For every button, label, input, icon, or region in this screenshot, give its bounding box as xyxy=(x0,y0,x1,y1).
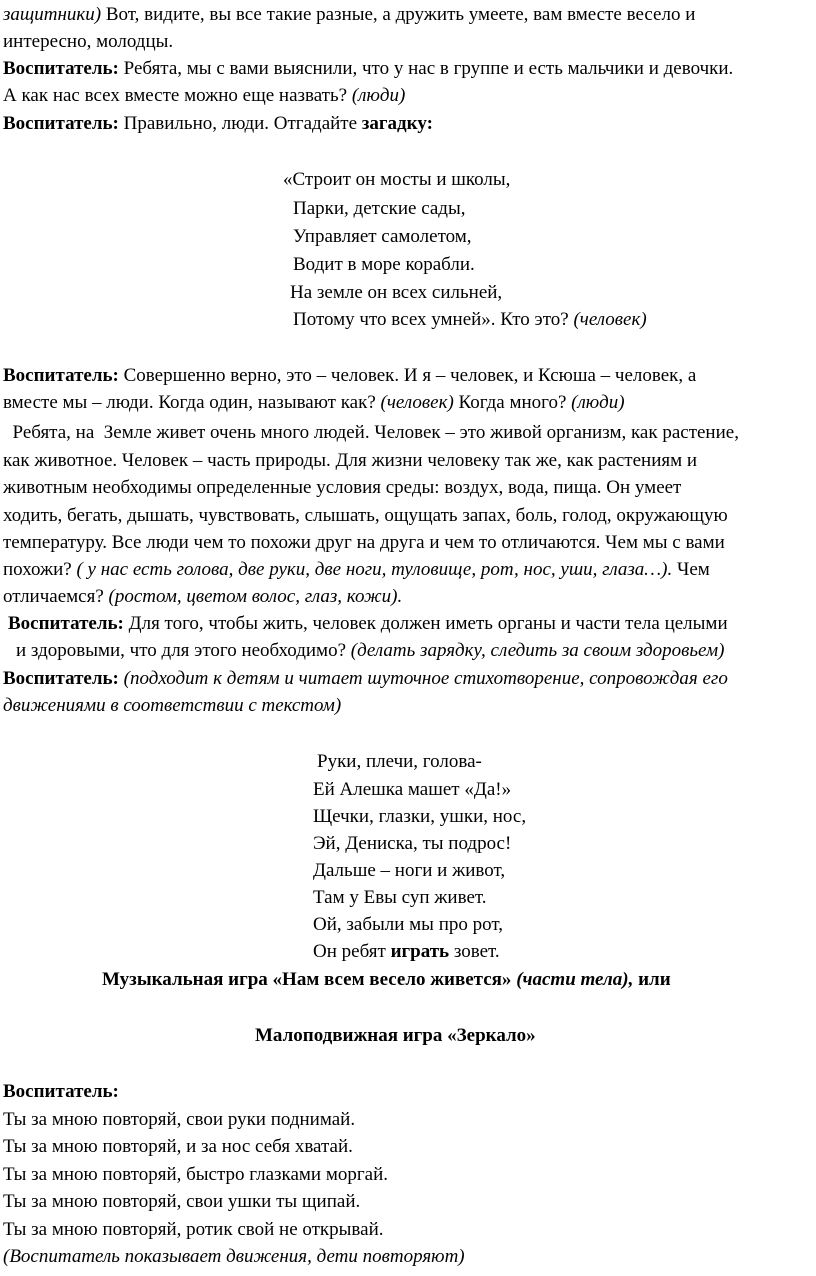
paragraph-text: Когда много? xyxy=(453,392,572,413)
answer-italic: (ростом, цветом волос, глаз, кожи). xyxy=(108,586,403,607)
paragraph-5-line-5: температуру. Все люди чем то похожи друг на друга и чем то отличаются. Чем мы с вами xyxy=(3,532,725,553)
final-line-5: Ты за мною повторяй, ротик свой не открывай. xyxy=(3,1219,384,1240)
poem-line-1: Руки, плечи, голова- xyxy=(317,751,482,772)
riddle-answer: (человек) xyxy=(573,309,647,330)
paragraph-5-line-1: Ребята, на Земле живет очень много людей. Человек – это живой организм, как растение, xyxy=(3,422,739,443)
final-line-4: Ты за мною повторяй, свои ушки ты щипай. xyxy=(3,1191,361,1212)
paragraph-text: отличаемся? xyxy=(3,586,109,607)
riddle-line-6 xyxy=(293,310,647,329)
poem-line-6: Там у Евы суп живет. xyxy=(313,887,487,908)
paragraph-text: Ребята, мы с вами выяснили, что у нас в группе и есть мальчики и девочки. xyxy=(118,58,734,79)
riddle-text: Потому что всех умней». Кто это? xyxy=(293,309,574,330)
riddle-line-1: «Строит он мосты и школы, xyxy=(283,169,511,190)
paragraph-5-line-7 xyxy=(3,587,402,606)
paragraph-text: А как нас всех вместе можно еще назвать? xyxy=(3,85,352,106)
game-1-title xyxy=(102,970,671,989)
paragraph-5-line-6 xyxy=(3,560,710,579)
paragraph-6-line-1 xyxy=(8,614,728,633)
intro-text-2: интересно, молодцы. xyxy=(3,31,174,52)
game-title-italic: (части тела), xyxy=(516,969,634,990)
speaker-label: Воспитатель: xyxy=(3,113,119,134)
speaker-label: Воспитатель: xyxy=(3,365,119,386)
poem-line-2: Ей Алешка машет «Да!» xyxy=(313,779,512,800)
speaker-label: Воспитатель: xyxy=(3,58,119,79)
poem-text: Он ребят xyxy=(313,941,391,962)
game-2-title: Малоподвижная игра «Зеркало» xyxy=(255,1025,536,1046)
paragraph-7-line-2 xyxy=(3,696,341,715)
paragraph-5-line-4: ходить, бегать, дышать, чувствовать, слышать, ощущать запах, боль, голод, окружающую xyxy=(3,505,728,526)
paragraph-6-line-2 xyxy=(16,641,724,660)
speaker-label: Воспитатель: xyxy=(3,668,119,689)
paragraph-4-line-1 xyxy=(3,366,696,385)
poem-line-8 xyxy=(313,942,500,961)
game-title-text: или xyxy=(633,969,671,990)
paragraph-5-line-2: как животное. Человек – часть природы. Для жизни человеку так же, как растениям и xyxy=(3,450,698,471)
paragraph-text: Для того, чтобы жить, человек должен иметь органы и части тела целыми xyxy=(123,613,728,634)
final-speaker: Воспитатель: xyxy=(3,1081,119,1102)
riddle-line-5: На земле он всех сильней, xyxy=(290,282,503,303)
riddle-line-3: Управляет самолетом, xyxy=(293,226,472,247)
poem-line-7: Ой, забыли мы про рот, xyxy=(313,914,503,935)
paragraph-2-line-2 xyxy=(3,86,405,105)
answer-italic: (человек) xyxy=(380,392,454,413)
paragraph-7-line-1 xyxy=(3,669,728,688)
paragraph-text: Чем xyxy=(672,559,710,580)
paragraph-text: Правильно, люди. Отгадайте xyxy=(118,113,362,134)
speaker-label: Воспитатель: xyxy=(8,613,124,634)
paragraph-text: вместе мы – люди. Когда один, называют как? xyxy=(3,392,381,413)
paragraph-text: и здоровыми, что для этого необходимо? xyxy=(16,640,351,661)
poem-line-5: Дальше – ноги и живот, xyxy=(313,860,506,881)
stage-direction: (подходит к детям и читает шуточное стихотворение, сопровождая его xyxy=(118,668,728,689)
poem-bold: играть xyxy=(390,941,450,962)
intro-line-2 xyxy=(3,32,173,51)
final-line-3: Ты за мною повторяй, быстро глазками моргай. xyxy=(3,1164,389,1185)
game-title-text: Музыкальная игра «Нам всем весело живется» xyxy=(102,969,517,990)
final-line-1: Ты за мною повторяй, свои руки поднимай. xyxy=(3,1109,356,1130)
intro-line-1 xyxy=(3,5,695,24)
riddle-heading: загадку: xyxy=(361,113,433,134)
paragraph-text: похожи? xyxy=(3,559,77,580)
answer-italic: (люди) xyxy=(351,85,406,106)
paragraph-5-line-3: животным необходимы определенные условия среды: воздух, вода, пища. Он умеет xyxy=(3,477,682,498)
paragraph-4-line-2 xyxy=(3,393,625,412)
poem-line-3: Щечки, глазки, ушки, нос, xyxy=(313,806,527,827)
paragraph-3 xyxy=(3,114,433,133)
final-line-2: Ты за мною повторяй, и за нос себя хватай. xyxy=(3,1136,353,1157)
paragraph-text: Совершенно верно, это – человек. И я – человек, и Ксюша – человек, а xyxy=(118,365,697,386)
answer-italic: (люди) xyxy=(571,392,625,413)
answer-italic: (делать зарядку, следить за своим здоровьем) xyxy=(350,640,725,661)
poem-line-4: Эй, Дениска, ты подрос! xyxy=(313,833,512,854)
poem-text: зовет. xyxy=(449,941,500,962)
paragraph-2-line-1 xyxy=(3,59,733,78)
answer-italic: ( у нас есть голова, две руки, две ноги, туловище, рот, нос, уши, глаза…). xyxy=(76,559,673,580)
intro-text: Вот, видите, вы все такие разные, а дружить умеете, вам вместе весело и xyxy=(101,4,696,25)
riddle-line-2: Парки, детские сады, xyxy=(293,198,466,219)
final-line-6: (Воспитатель показывает движения, дети повторяют) xyxy=(3,1246,465,1267)
intro-italic: защитники) xyxy=(3,4,102,25)
riddle-line-4: Водит в море корабли. xyxy=(293,254,475,275)
stage-direction: движениями в соответствии с текстом) xyxy=(3,695,342,716)
